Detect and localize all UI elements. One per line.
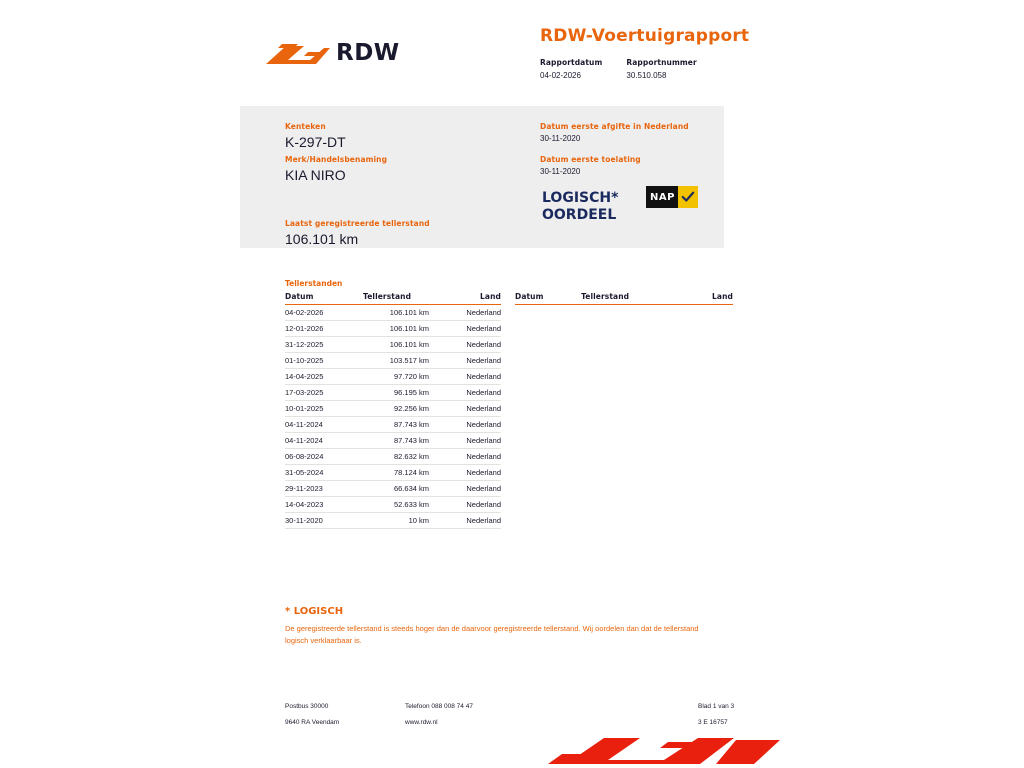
cell-land: Nederland bbox=[437, 337, 501, 353]
note-body: De geregistreerde tellerstand is steeds hoger dan de daarvoor geregistreerde tellerstand. Wij oordelen dan dat de tellerstand logisch verklaarbaar is. bbox=[285, 624, 699, 645]
cell-datum: 10-01-2025 bbox=[285, 401, 357, 417]
check-mark-icon bbox=[678, 186, 698, 208]
page-title: RDW-Voertuigrapport bbox=[540, 26, 750, 46]
afgifte-value: 30-11-2020 bbox=[540, 134, 581, 143]
toelating-label: Datum eerste toelating bbox=[540, 155, 641, 164]
table-row bbox=[285, 321, 501, 337]
merk-label: Merk/Handelsbenaming bbox=[285, 155, 388, 164]
cell-land: Nederland bbox=[437, 513, 501, 529]
odometer-table-left bbox=[285, 292, 501, 529]
meta-rapportdatum bbox=[540, 58, 602, 80]
table-row bbox=[285, 305, 501, 321]
meta-rapportdatum-label: Rapportdatum bbox=[540, 58, 603, 67]
cell-tellerstand: 106.101 km bbox=[357, 321, 437, 337]
footer-website[interactable]: www.rdw.nl bbox=[405, 719, 438, 726]
meta-rapportnummer-label: Rapportnummer bbox=[626, 58, 697, 67]
cell-tellerstand: 103.517 km bbox=[357, 353, 437, 369]
cell-datum: 04-11-2024 bbox=[285, 417, 357, 433]
footer-form-code: 3 E 16757 bbox=[698, 719, 728, 726]
toelating-value: 30-11-2020 bbox=[540, 167, 581, 176]
table-row bbox=[285, 353, 501, 369]
brand-name: RDW bbox=[336, 40, 400, 66]
meta-rapportnummer bbox=[626, 58, 696, 80]
footer-phone: Telefoon 088 008 74 47 bbox=[405, 703, 473, 710]
table-row bbox=[285, 417, 501, 433]
cell-datum: 12-01-2026 bbox=[285, 321, 357, 337]
cell-tellerstand: 66.634 km bbox=[357, 481, 437, 497]
cell-datum: 14-04-2025 bbox=[285, 369, 357, 385]
cell-tellerstand: 87.743 km bbox=[357, 433, 437, 449]
cell-datum: 01-10-2025 bbox=[285, 353, 357, 369]
table-row bbox=[285, 497, 501, 513]
cell-datum: 31-05-2024 bbox=[285, 465, 357, 481]
footer-page-number: Blad 1 van 3 bbox=[698, 703, 735, 710]
nap-badge-label: NAP bbox=[650, 191, 675, 203]
cell-land: Nederland bbox=[437, 401, 501, 417]
table-row bbox=[285, 385, 501, 401]
afgifte-label: Datum eerste afgifte in Nederland bbox=[540, 122, 689, 131]
cell-datum: 29-11-2023 bbox=[285, 481, 357, 497]
cell-datum: 30-11-2020 bbox=[285, 513, 357, 529]
cell-datum: 04-02-2026 bbox=[285, 305, 357, 321]
cell-tellerstand: 52.633 km bbox=[357, 497, 437, 513]
col-tellerstand: Tellerstand bbox=[357, 292, 437, 305]
tellerstand-label: Laatst geregistreerde tellerstand bbox=[285, 219, 430, 228]
col-datum: Datum bbox=[285, 292, 357, 305]
table-row bbox=[285, 449, 501, 465]
verdict-line-1: LOGISCH* bbox=[542, 190, 619, 206]
col-land: Land bbox=[437, 292, 501, 305]
cell-tellerstand: 97.720 km bbox=[357, 369, 437, 385]
odometer-table-right bbox=[515, 292, 733, 305]
merk-value: KIA NIRO bbox=[285, 167, 346, 183]
cell-land: Nederland bbox=[437, 353, 501, 369]
vehicle-summary-panel bbox=[240, 106, 724, 248]
table-row bbox=[285, 369, 501, 385]
kenteken-label: Kenteken bbox=[285, 122, 326, 131]
rdw-footer-graphic-icon bbox=[548, 736, 788, 768]
cell-land: Nederland bbox=[437, 497, 501, 513]
nap-badge bbox=[646, 186, 698, 208]
tellerstand-value: 106.101 km bbox=[285, 231, 359, 247]
table-header-row bbox=[285, 292, 501, 305]
cell-tellerstand: 106.101 km bbox=[357, 337, 437, 353]
cell-land: Nederland bbox=[437, 305, 501, 321]
table-row bbox=[285, 465, 501, 481]
cell-datum: 31-12-2025 bbox=[285, 337, 357, 353]
note-title: * LOGISCH bbox=[285, 606, 344, 617]
table-row bbox=[285, 401, 501, 417]
footer-address-line2: 9640 RA Veendam bbox=[285, 719, 340, 726]
cell-tellerstand: 78.124 km bbox=[357, 465, 437, 481]
cell-datum: 17-03-2025 bbox=[285, 385, 357, 401]
cell-tellerstand: 87.743 km bbox=[357, 417, 437, 433]
cell-datum: 14-04-2023 bbox=[285, 497, 357, 513]
cell-land: Nederland bbox=[437, 433, 501, 449]
odometer-section-title: Tellerstanden bbox=[285, 279, 343, 288]
cell-tellerstand: 82.632 km bbox=[357, 449, 437, 465]
cell-land: Nederland bbox=[437, 449, 501, 465]
cell-land: Nederland bbox=[437, 417, 501, 433]
cell-tellerstand: 106.101 km bbox=[357, 305, 437, 321]
cell-tellerstand: 96.195 km bbox=[357, 385, 437, 401]
col-datum: Datum bbox=[515, 292, 575, 305]
cell-tellerstand: 92.256 km bbox=[357, 401, 437, 417]
cell-land: Nederland bbox=[437, 321, 501, 337]
kenteken-value: K-297-DT bbox=[285, 134, 346, 150]
cell-land: Nederland bbox=[437, 385, 501, 401]
report-meta bbox=[540, 58, 697, 80]
table-row bbox=[285, 513, 501, 529]
verdict-line-2: OORDEEL bbox=[542, 207, 617, 223]
table-header-row bbox=[515, 292, 733, 305]
col-land: Land bbox=[689, 292, 733, 305]
cell-land: Nederland bbox=[437, 465, 501, 481]
cell-datum: 06-08-2024 bbox=[285, 449, 357, 465]
verdict-block bbox=[542, 190, 618, 224]
cell-datum: 04-11-2024 bbox=[285, 433, 357, 449]
footer-address-line1: Postbus 30000 bbox=[285, 703, 329, 710]
cell-land: Nederland bbox=[437, 369, 501, 385]
footer-page-info bbox=[698, 703, 735, 726]
rdw-arrow-logo-icon bbox=[264, 42, 332, 68]
table-row bbox=[285, 433, 501, 449]
cell-tellerstand: 10 km bbox=[357, 513, 437, 529]
rdw-logo-block bbox=[264, 22, 494, 70]
table-row bbox=[285, 337, 501, 353]
col-tellerstand: Tellerstand bbox=[575, 292, 689, 305]
meta-rapportdatum-value: 04-02-2026 bbox=[540, 71, 581, 80]
cell-land: Nederland bbox=[437, 481, 501, 497]
meta-rapportnummer-value: 30.510.058 bbox=[626, 71, 667, 80]
table-row bbox=[285, 481, 501, 497]
